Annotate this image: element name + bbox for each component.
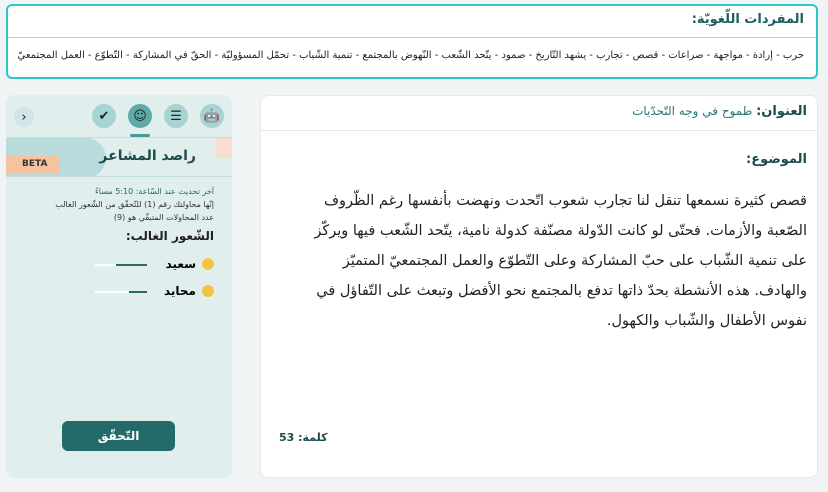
word-count: كلمة: 53 <box>279 431 328 444</box>
neutral-face-icon <box>202 285 214 297</box>
emotion-bar-happy <box>95 264 147 266</box>
panel-banner <box>6 137 232 177</box>
subject-label: الموضوع: <box>746 152 807 167</box>
panel-tabs <box>6 95 232 137</box>
vocabulary-title: المفردات اللّغويّة: <box>8 6 816 38</box>
panel-title: راصد المشاعر <box>99 148 196 164</box>
vocabulary-words: حرب - إرادة - مواجهة - صراعات - قصص - تجارب - يشهد التّاريخ - صمود - يتّحد الشّعب - النّهوض بالمجتمع - تنمية الشّباب - تحمّل المسؤوليّة - الحقّ في المشاركة - التّطوّع - العمل المجتمعيّ <box>17 50 804 61</box>
check-icon[interactable]: ✔ <box>92 104 116 128</box>
vocabulary-box <box>6 4 818 79</box>
title-value: طموح في وجه التّحدّيات <box>632 104 753 118</box>
status-info <box>55 185 214 224</box>
emotion-bar-fill <box>129 291 147 293</box>
list-icon[interactable]: ☰ <box>164 104 188 128</box>
collapse-chevron-icon[interactable]: ‹ <box>14 107 34 127</box>
emotion-bar-neutral <box>95 291 147 293</box>
dominant-label: الشّعور الغالب: <box>125 229 214 243</box>
text-card <box>260 95 818 478</box>
decorative-shape <box>216 138 232 158</box>
attempt-text: إنّها محاولتك رقم (1) للتّحقّق من الشّعور الغالب <box>55 200 214 209</box>
smile-icon[interactable]: ☺ <box>128 104 152 128</box>
robot-icon[interactable]: 🤖 <box>200 104 224 128</box>
emotion-panel <box>6 95 232 478</box>
emotion-neutral <box>164 284 214 298</box>
title-row <box>261 96 817 131</box>
subject-text: قصص كثيرة نسمعها تنقل لنا تجارب شعوب اتّحدت ونهضت بأنفسها رغم الظّروف الصّعبة والأزمات. فحتّى لو كانت الدّولة مصنّفة كدولة نامية، يتّحد الشّعب فيها ويركّز على تنمية الشّباب على حبّ المشاركة وعلى التّطوّع والعمل المجتمعيّ المتميّز والهادف. هذه الأنشطة بحدّ ذاتها تدفع بالمجتمع نحو الأفضل وتبعث على التّفاؤل في نفوس الأطفال والشّباب والكهول. <box>314 193 807 329</box>
remaining-text: عدد المحاولات المتبقّي هو (9) <box>113 213 214 222</box>
emotion-bar-fill <box>116 264 147 266</box>
emotion-label: سعيد <box>165 257 196 271</box>
emotion-label: محايد <box>163 284 196 298</box>
last-update: آخر تحديث عند السّاعة: 5:10 مساءً <box>95 187 214 196</box>
emotion-happy <box>166 257 214 271</box>
beta-badge: BETA <box>6 156 60 174</box>
check-button[interactable]: التّحقّق <box>62 421 175 451</box>
happy-face-icon <box>202 258 214 270</box>
title-label: العنوان: <box>756 104 807 119</box>
